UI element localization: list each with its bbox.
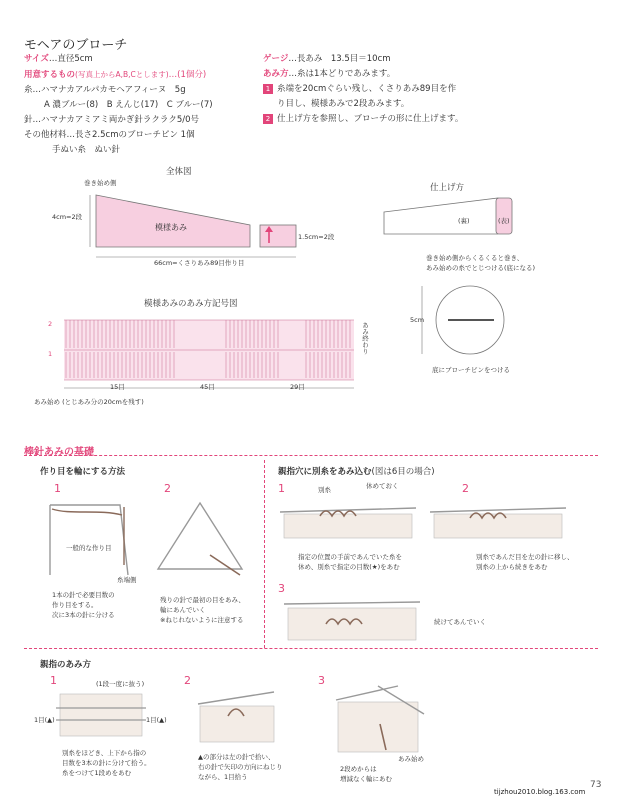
width-label: 66cm=くさりあみ89目作り目 [154, 259, 245, 267]
c2-num: 2 [184, 674, 191, 687]
chart-seg3: 29目 [290, 383, 305, 391]
c1-right-label: 1目(▲) [146, 716, 167, 724]
c3-num: 3 [318, 674, 325, 687]
c3-label: あみ始め [398, 755, 424, 763]
step1-line1: 糸端を20cmぐらい残し、くさりあみ89目を作 [277, 84, 457, 94]
step2-line1: 仕上げ方を参照し、ブローチの形に仕上げます。 [277, 114, 464, 124]
section-divider-2 [24, 648, 598, 649]
b3-num: 3 [278, 582, 285, 595]
c1-caption: 別糸をほどき、上下から指の 目数を3本の針に分けて拾う。 糸をつけて1段めをあむ [62, 749, 151, 777]
b2-caption: 別糸であんだ目を左の針に移し、 別糸の上から続きをあむ [476, 553, 574, 571]
c1-left-label: 1目(▲) [34, 716, 55, 724]
overall-title: 全体図 [166, 167, 192, 177]
size-label: サイズ [24, 54, 49, 64]
c3-caption: 2段めからは 増減なく輪にあむ [340, 765, 392, 783]
finish-front-label: (表) [498, 217, 510, 225]
a2-num: 2 [164, 482, 171, 495]
b3-caption: 続けてあんでいく [434, 618, 486, 626]
basics-title: 棒針あみの基礎 [24, 447, 94, 458]
chart-end-label: あみ終わり [361, 322, 369, 355]
c1-figure [56, 690, 146, 740]
page-title: モヘアのブローチ [24, 38, 128, 53]
b2-num: 2 [462, 482, 469, 495]
pin-caption: 底にブローチピンをつける [432, 366, 510, 374]
watermark: tijzhou2010.blog.163.com [494, 788, 586, 796]
materials-qty: …(1個分) [168, 70, 207, 80]
a1-label1: 一般的な作り目 [66, 544, 112, 552]
c1-top-label: (1段一度に抜う) [96, 680, 145, 688]
height-label: 4cm=2段 [52, 213, 83, 221]
chart-seg1: 15目 [110, 383, 125, 391]
finish-cap2: あみ始めの糸でとじつける(底になる) [426, 264, 536, 272]
a-title: 作り目を輪にする方法 [40, 467, 126, 477]
c1-num: 1 [50, 674, 57, 687]
gauge-label: ゲージ [263, 54, 289, 64]
yarn-line: 糸…ハマナカアルパカモヘアフィーヌ 5g [24, 85, 186, 95]
finish-strip [384, 198, 498, 234]
diameter-label: 5cm [410, 316, 425, 324]
pattern-label: 模様あみ [155, 223, 187, 232]
specs-left [24, 52, 254, 158]
overall-shape [96, 195, 250, 247]
a2-caption: 残りの針で最初の目をあみ、 輪にあんでいく ※ねじれないように注意する [160, 596, 245, 624]
b2-figure [430, 496, 570, 542]
a1-label2: 糸端側 [117, 576, 137, 584]
b1-waste-label: 別糸 [318, 486, 331, 494]
materials-note: (写真上からA,B,Cとします) [75, 70, 169, 79]
chart-start-label: あみ始め (とじあみ分の20cmを残す) [34, 398, 144, 406]
c-title: 親指のあみ方 [40, 660, 92, 670]
overall-start-label: 巻き始め側 [84, 179, 117, 187]
basics-header [24, 440, 598, 458]
colors-line: A 濃ブルー(8) B えんじ(17) C ブルー(7) [44, 100, 213, 110]
method-label: あみ方 [263, 69, 289, 79]
a1-figure [40, 495, 140, 585]
step1-line2: り目し、模様あみで2段あみます。 [277, 99, 410, 109]
chart-seg2: 45目 [200, 383, 215, 391]
finish-cap1: 巻き始め側からくるくると巻き、 [426, 254, 524, 262]
c3-figure [328, 684, 428, 756]
chart-row1: 1 [48, 350, 53, 358]
page-number: 73 [590, 780, 602, 790]
a1-num: 1 [54, 482, 61, 495]
needle-line: 針…ハマナカアミアミ両かぎ針ラクラク5/0号 [24, 115, 200, 125]
finish-title: 仕上げ方 [430, 183, 465, 193]
step1-badge: 1 [263, 84, 273, 94]
finish-back-label: (裏) [458, 217, 470, 225]
a2-figure [150, 495, 250, 585]
b1-rest-label: 休めておく [366, 482, 399, 490]
c2-figure [194, 686, 284, 746]
method-value: …糸は1本どりであみます。 [288, 69, 396, 79]
b3-figure [282, 594, 422, 644]
b1-figure [280, 496, 420, 542]
b-title: 親指穴に別糸をあみ込む(図は6目の場合) [278, 467, 435, 477]
overall-diagram [50, 185, 350, 270]
end-height-label: 1.5cm=2段 [298, 233, 335, 241]
section-vdivider [264, 460, 265, 648]
size-value: …直径5cm [48, 54, 93, 64]
c2-caption: ▲の部分は左の針で拾い、 右の針で矢印の方向にねじり ながら、1目拾う [198, 753, 283, 781]
materials-label: 用意するもの [24, 70, 76, 80]
tools-line: 手ぬい糸 ぬい針 [52, 145, 121, 155]
b1-num: 1 [278, 482, 285, 495]
b1-caption: 指定の位置の手前であんでいた糸を 休め、別糸で指定の目数(★)をあむ [298, 553, 402, 571]
finish-roll [496, 198, 512, 234]
step2-badge: 2 [263, 114, 273, 124]
gauge-value: …長あみ 13.5目＝10cm [288, 54, 391, 64]
a1-caption: 1本の針で必要目数の 作り目をする。 次に3本の針に分ける [52, 591, 115, 619]
section-divider [24, 455, 598, 456]
chart-row2: 2 [48, 320, 53, 328]
chart-title: 模様あみのあみ方記号図 [144, 299, 238, 309]
overall-end-shape [260, 225, 296, 247]
other-line: その他材料…長さ2.5cmのブローチピン 1個 [24, 130, 195, 140]
specs-right [263, 52, 603, 127]
